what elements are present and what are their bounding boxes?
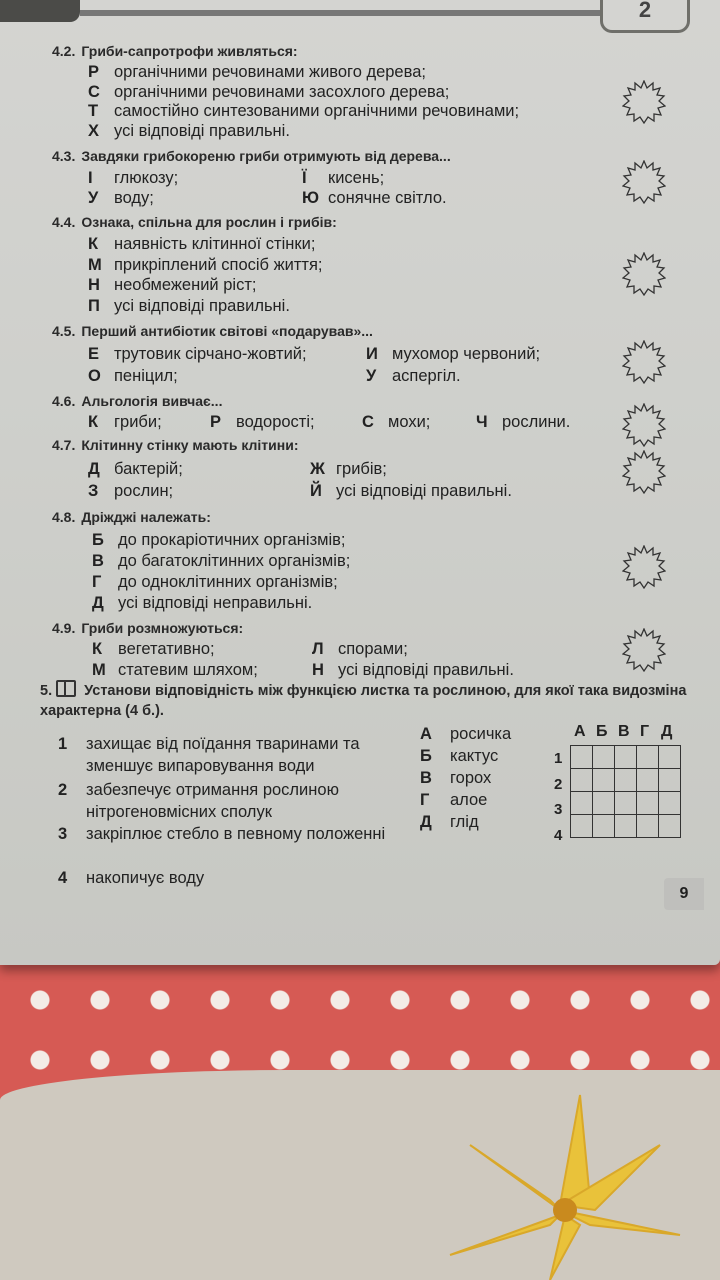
grid-cell[interactable] (637, 792, 659, 815)
answer-option[interactable]: Ї кисень; (302, 169, 385, 187)
grid-cell[interactable] (615, 792, 637, 815)
answer-option[interactable]: У аспергіл. (366, 367, 461, 385)
plant-option: А росичка (420, 725, 512, 743)
header-decoration (0, 0, 80, 22)
plant-option: Б кактус (420, 747, 499, 765)
answer-option[interactable]: Л спорами; (312, 640, 408, 658)
grid-cell[interactable] (571, 769, 593, 792)
grid-cell[interactable] (593, 815, 615, 838)
answer-option[interactable]: Й усі відповіді правильні. (310, 482, 512, 500)
question-4-7: 4.7. Клітинну стінку мають клітини: (52, 437, 299, 453)
grid-cell[interactable] (571, 815, 593, 838)
answer-option[interactable]: Н необмежений ріст; (88, 276, 257, 294)
answer-option[interactable]: Р водорості; (210, 413, 315, 431)
grid-row-label: 1 (554, 750, 563, 767)
grid-row-label: 3 (554, 801, 563, 818)
answer-star-4-7[interactable] (622, 450, 666, 494)
grid-cell[interactable] (659, 815, 681, 838)
plant-option: Г алое (420, 791, 488, 809)
answer-option[interactable]: М прикріплений спосіб життя; (88, 256, 323, 274)
answer-star-4-3[interactable] (622, 160, 666, 204)
grid-cell[interactable] (593, 746, 615, 769)
answer-option[interactable]: М статевим шляхом; (92, 661, 258, 679)
answer-option[interactable]: К наявність клітинної стінки; (88, 235, 316, 253)
flower-decoration (430, 1085, 690, 1280)
answer-grid (570, 745, 681, 838)
grid-column-label: Д (661, 723, 673, 740)
grid-column-label: Г (640, 723, 650, 740)
answer-option[interactable]: Г до одноклітинних організмів; (92, 573, 338, 591)
answer-option[interactable]: З рослин; (88, 482, 174, 500)
answer-option[interactable]: Ж грибів; (310, 460, 387, 478)
answer-star-4-4[interactable] (622, 252, 666, 296)
grid-row-label: 2 (554, 776, 563, 793)
answer-option[interactable]: П усі відповіді правильні. (88, 297, 290, 315)
grid-cell[interactable] (659, 769, 681, 792)
answer-star-4-8[interactable] (622, 545, 666, 589)
plant-option: Д глід (420, 813, 479, 831)
answer-option[interactable]: К вегетативно; (92, 640, 215, 658)
answer-option[interactable]: С органічними речовинами засохлого дерева; (88, 83, 450, 101)
question-4-2: 4.2. Гриби-сапротрофи живляться: (52, 43, 298, 59)
answer-option[interactable]: Р органічними речовинами живого дерева; (88, 63, 426, 81)
grid-cell[interactable] (615, 746, 637, 769)
question-4-6: 4.6. Альгологія вивчає... (52, 393, 223, 409)
answer-option[interactable]: Ч рослини. (476, 413, 571, 431)
answer-star-4-2[interactable] (622, 80, 666, 124)
answer-option[interactable]: В до багатоклітинних організмів; (92, 552, 351, 570)
answer-option[interactable]: Н усі відповіді правильні. (312, 661, 514, 679)
question-4-3: 4.3. Завдяки грибокореню гриби отримують від дерева... (52, 148, 451, 164)
page-number: 9 (664, 878, 704, 910)
answer-option[interactable]: С мохи; (362, 413, 431, 431)
question-4-9: 4.9. Гриби розмножуються: (52, 620, 244, 636)
grid-cell[interactable] (637, 746, 659, 769)
answer-option[interactable]: Е трутовик сірчано-жовтий; (88, 345, 307, 363)
answer-star-4-9[interactable] (622, 628, 666, 672)
grid-column-label: Б (596, 723, 608, 740)
answer-option[interactable]: Ю сонячне світло. (302, 189, 447, 207)
grid-column-label: А (574, 723, 586, 740)
answer-option[interactable]: Д бактерій; (88, 460, 183, 478)
question-4-4: 4.4. Ознака, спільна для рослин і грибів: (52, 214, 337, 230)
workbook-page: 2 4.2. Гриби-сапротрофи живляться: Р органічними речовинами живого дерева; С органічними речовинами засохлого дерева; Т самостійно синтезованими органічними речовинами; Х усі відповіді правильні. 4.3. Завдяки грибокореню гриби отримують від дерева... І глюкозу; Ї кисень; У воду; Ю сонячне світло. 4.4. Ознака, спільна для рослин і грибів: К наявність клітинної стінки; М прикріплений спосіб життя; Н необмежений ріст; П усі відповіді правильні. 4.5. Перший антибіотик світові «подарував»... Е трутовик сірчано-жовтий; И мухомор червоний; О пеніцил; У аспергіл. 4.6. Альгологія вивчає... К гриби; Р водорості; С мохи; Ч рослини. 4.7. Клітинну стінку мають клітини: Д бактерій; Ж грибів; З рослин; Й усі відповіді правильні. 4.8. Дріжджі належать: Б до прокаріотичних організмів; В до багатоклітинних організмів; Г до одноклітинних організмів; Д усі відповіді неправильні. 4.9. Гриби розмножуються: К вегетативно; Л спорами; М статевим шляхом; Н усі відповіді правильні. 5. Установи відповідність між функцією листка та рослиною, для якої така видозміна характерна (4 б.). 1 захищає від поїдання тваринами та зменшує випаровування води 2 забезпечує отримання рослиною нітрогеновмісних сполук 3 закріплює стебло в певному положенні 4 накопичує воду А росичка Б кактус В горох Г алое Д глід А Б В Г Д 1 2 3 4 9 (0, 0, 720, 965)
task-5-title: 5. Установи відповідність між функцією листка та рослиною, для якої така видозміна характерна (4 б.). (40, 680, 690, 721)
grid-cell[interactable] (571, 746, 593, 769)
grid-column-label: В (618, 723, 630, 740)
question-4-5: 4.5. Перший антибіотик світові «подарував»... (52, 323, 373, 339)
answer-option[interactable]: Х усі відповіді правильні. (88, 122, 290, 140)
grid-cell[interactable] (659, 792, 681, 815)
grid-cell[interactable] (659, 746, 681, 769)
header-bar (80, 10, 600, 16)
book-icon (56, 680, 76, 697)
grid-cell[interactable] (615, 815, 637, 838)
grid-cell[interactable] (637, 769, 659, 792)
answer-star-4-5[interactable] (622, 340, 666, 384)
answer-option[interactable]: І глюкозу; (88, 169, 179, 187)
plant-option: В горох (420, 769, 492, 787)
grid-row-label: 4 (554, 827, 563, 844)
answer-option[interactable]: У воду; (88, 189, 154, 207)
grid-cell[interactable] (615, 769, 637, 792)
variant-tab: 2 (600, 0, 690, 33)
grid-cell[interactable] (637, 815, 659, 838)
answer-option[interactable]: И мухомор червоний; (366, 345, 541, 363)
answer-option[interactable]: Б до прокаріотичних організмів; (92, 531, 346, 549)
grid-cell[interactable] (593, 792, 615, 815)
answer-star-4-6[interactable] (622, 403, 666, 447)
grid-cell[interactable] (593, 769, 615, 792)
grid-cell[interactable] (571, 792, 593, 815)
answer-option[interactable]: К гриби; (88, 413, 162, 431)
question-4-8: 4.8. Дріжджі належать: (52, 509, 211, 525)
answer-option[interactable]: Т самостійно синтезованими органічними речовинами; (88, 102, 520, 120)
answer-option[interactable]: О пеніцил; (88, 367, 178, 385)
answer-option[interactable]: Д усі відповіді неправильні. (92, 594, 313, 612)
